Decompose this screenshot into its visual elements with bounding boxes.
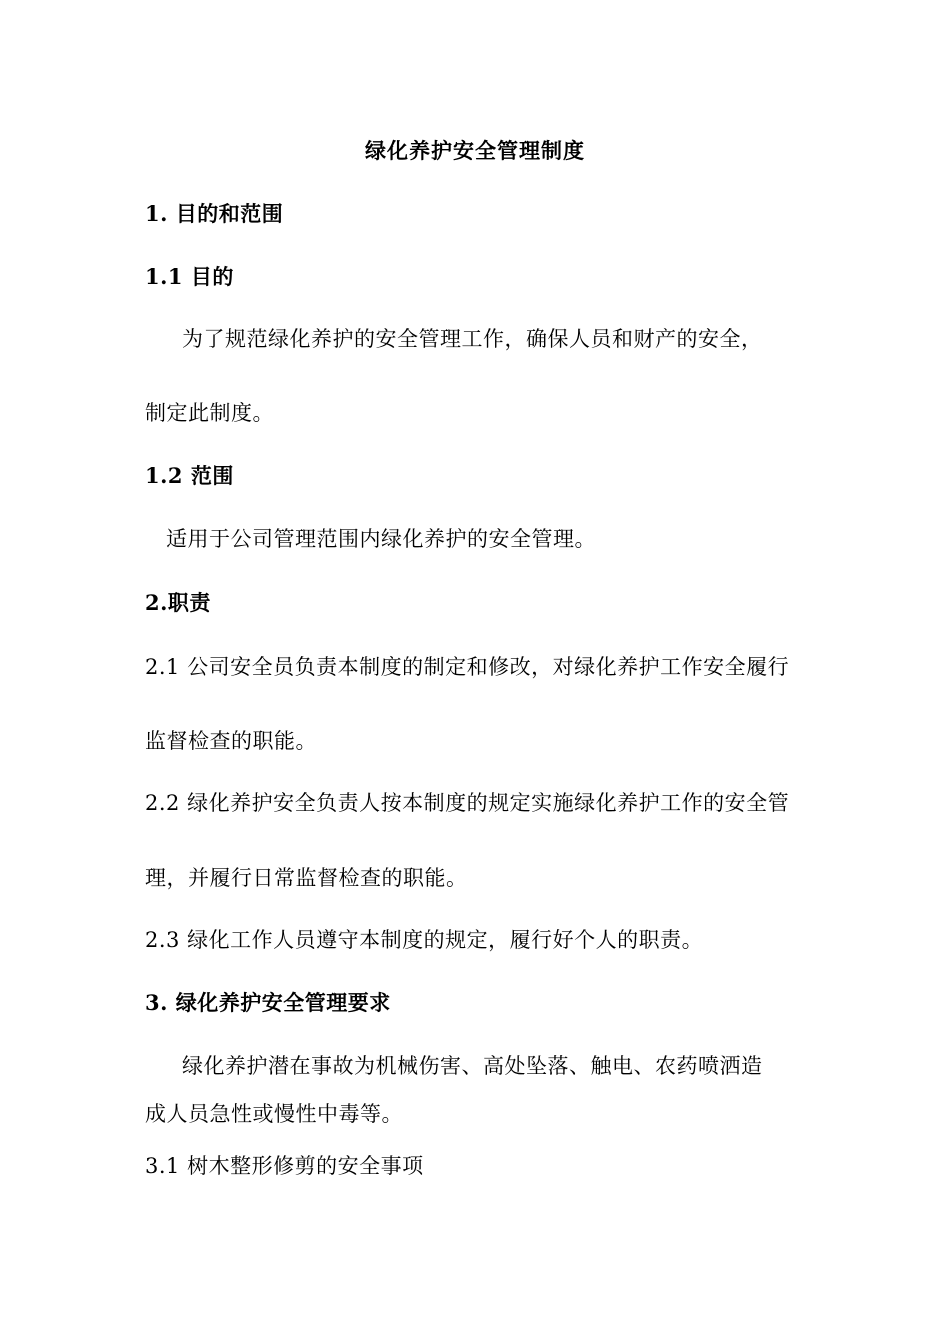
- document-title: 绿化养护安全管理制度: [365, 138, 585, 163]
- section-3-paragraph-line1: 绿化养护潜在事故为机械伤害、高处坠落、触电、农药喷洒造: [182, 1054, 763, 1078]
- section-2-2-line2: 理，并履行日常监督检查的职能。: [145, 866, 468, 890]
- section-3-paragraph-line2: 成人员急性或慢性中毒等。: [145, 1102, 403, 1126]
- section-2-heading: 2.职责: [145, 590, 211, 615]
- section-3-heading: 3. 绿化养护安全管理要求: [145, 990, 391, 1015]
- section-1-1-paragraph-line1: 为了规范绿化养护的安全管理工作，确保人员和财产的安全，: [182, 327, 763, 351]
- section-1-2-heading: 1.2 范围: [145, 463, 234, 488]
- section-1-1-heading: 1.1 目的: [145, 264, 234, 289]
- section-1-heading: 1. 目的和范围: [145, 201, 284, 226]
- section-2-1-line1: 2.1 公司安全员负责本制度的制定和修改，对绿化养护工作安全履行: [145, 655, 790, 679]
- section-2-1-line2: 监督检查的职能。: [145, 729, 317, 753]
- section-2-3: 2.3 绿化工作人员遵守本制度的规定，履行好个人的职责。: [145, 928, 704, 952]
- section-2-2-line1: 2.2 绿化养护安全负责人按本制度的规定实施绿化养护工作的安全管: [145, 791, 790, 815]
- section-3-1-heading: 3.1 树木整形修剪的安全事项: [145, 1154, 424, 1178]
- section-1-1-paragraph-line2: 制定此制度。: [145, 401, 274, 425]
- section-1-2-paragraph: 适用于公司管理范围内绿化养护的安全管理。: [166, 527, 596, 551]
